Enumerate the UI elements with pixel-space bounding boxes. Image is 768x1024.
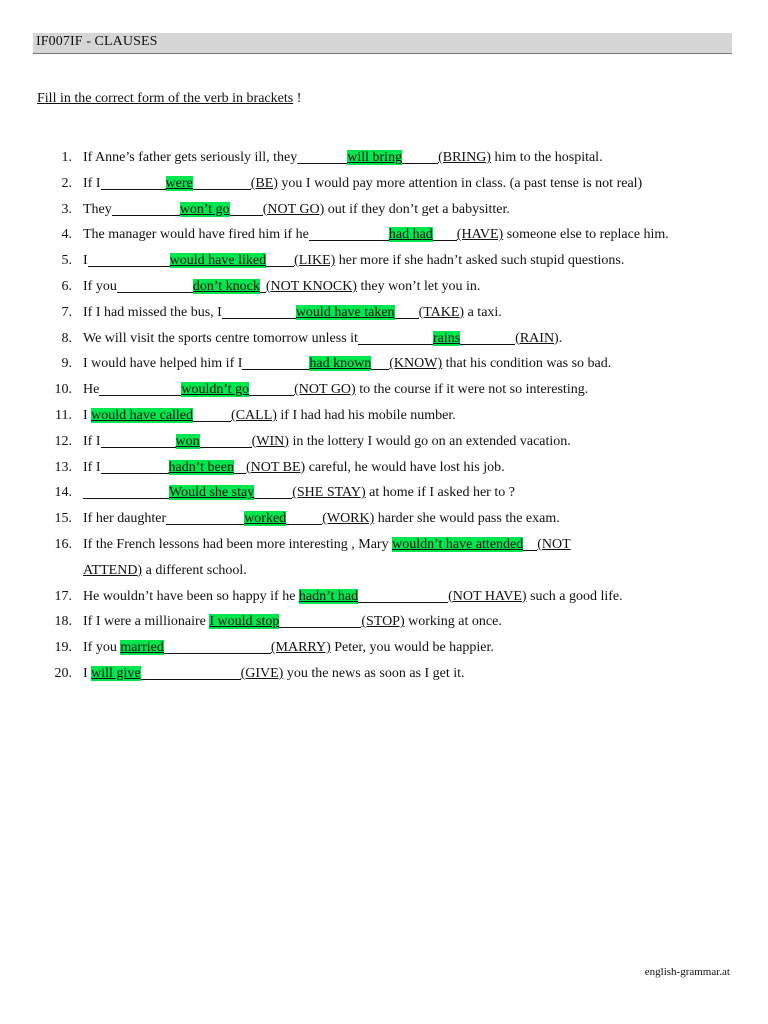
item-sentence bbox=[83, 609, 502, 635]
blank-line bbox=[101, 432, 176, 448]
item-number: 19. bbox=[54, 640, 72, 656]
blank-line bbox=[101, 458, 169, 474]
verb-in-brackets: (RAIN) bbox=[515, 330, 559, 346]
blank-line bbox=[193, 406, 231, 422]
exercise-item bbox=[54, 300, 744, 326]
sentence-start: If you bbox=[83, 278, 117, 294]
exercise-item bbox=[54, 403, 744, 429]
exercise-item bbox=[54, 222, 744, 248]
sentence-start: If I bbox=[83, 459, 101, 475]
answer-highlight: will bring bbox=[347, 150, 403, 165]
sentence-start: He wouldn’t have been so happy if he bbox=[83, 588, 299, 604]
item-number: 16. bbox=[54, 536, 72, 552]
exercise-item bbox=[54, 326, 744, 352]
item-sentence bbox=[83, 248, 624, 274]
item-number: 7. bbox=[61, 304, 72, 320]
sentence-end: careful, he would have lost his job. bbox=[305, 459, 505, 475]
sentence-end: you the news as soon as I get it. bbox=[283, 665, 465, 681]
sentence-start: The manager would have fired him if he bbox=[83, 227, 309, 243]
answer-highlight: rains bbox=[432, 330, 461, 346]
blank-line bbox=[193, 174, 251, 190]
blank-line bbox=[164, 638, 271, 654]
answer-highlight: wouldn’t go bbox=[181, 382, 250, 398]
sentence-start: I bbox=[83, 665, 92, 681]
sentence-end: they won’t let you in. bbox=[356, 278, 481, 294]
blank-line bbox=[222, 303, 296, 319]
exercise-item bbox=[54, 377, 744, 403]
blank-line bbox=[200, 432, 252, 448]
blank-line bbox=[395, 303, 419, 319]
verb-in-brackets: ATTEND) bbox=[83, 562, 143, 578]
blank-line bbox=[266, 251, 294, 267]
item-sentence bbox=[83, 532, 571, 558]
item-number: 14. bbox=[54, 485, 72, 501]
verb-in-brackets: (BRING) bbox=[438, 150, 491, 165]
item-number: 3. bbox=[61, 201, 72, 217]
instruction bbox=[37, 91, 301, 107]
footer-source: english-grammar.at bbox=[644, 966, 730, 978]
sentence-end: to the course if it were not so interesting. bbox=[355, 382, 589, 398]
answer-highlight: were bbox=[165, 175, 193, 191]
answer-highlight: will give bbox=[91, 665, 141, 681]
verb-in-brackets: (KNOW) bbox=[389, 356, 443, 372]
blank-line bbox=[117, 277, 193, 293]
item-number: 9. bbox=[61, 356, 72, 372]
item-number: 1. bbox=[61, 150, 72, 165]
sentence-start: We will visit the sports centre tomorrow unless it bbox=[83, 330, 358, 346]
sentence-end: a different school. bbox=[142, 562, 247, 578]
verb-in-brackets: (SHE STAY) bbox=[292, 485, 366, 501]
item-sentence bbox=[83, 455, 505, 481]
answer-highlight: I would stop bbox=[209, 614, 280, 630]
blank-line bbox=[358, 329, 433, 345]
item-number: 11. bbox=[55, 407, 72, 423]
answer-highlight: wouldn’t have attended bbox=[392, 536, 524, 552]
exercise-item bbox=[54, 480, 744, 506]
item-sentence bbox=[83, 661, 465, 687]
item-number: 12. bbox=[54, 433, 72, 449]
blank-line bbox=[234, 458, 246, 474]
exercise-item bbox=[54, 506, 744, 532]
answer-highlight: married bbox=[120, 640, 164, 656]
sentence-end: someone else to replace him. bbox=[503, 227, 669, 243]
sentence-end: such a good life. bbox=[526, 588, 623, 604]
item-number: 17. bbox=[54, 588, 72, 604]
answer-highlight: won bbox=[175, 433, 200, 449]
item-number: 6. bbox=[61, 278, 72, 294]
answer-highlight: had had bbox=[388, 227, 433, 243]
blank-line bbox=[99, 380, 181, 396]
verb-in-brackets: (LIKE) bbox=[294, 253, 336, 269]
verb-in-brackets: (NOT BE) bbox=[245, 459, 306, 475]
sentence-end: you I would pay more attention in class. (a past tense is not real) bbox=[277, 175, 643, 191]
sentence-end: Peter, you would be happier. bbox=[330, 640, 494, 656]
verb-in-brackets: (BE) bbox=[250, 175, 278, 191]
item-number: 4. bbox=[61, 227, 72, 243]
answer-highlight: don’t knock bbox=[192, 278, 260, 294]
blank-line bbox=[297, 148, 347, 164]
verb-in-brackets: (NOT GO) bbox=[262, 201, 325, 217]
sentence-start: If I had missed the bus, I bbox=[83, 304, 222, 320]
item-sentence bbox=[83, 171, 642, 197]
verb-in-brackets: (NOT KNOCK) bbox=[265, 278, 357, 294]
exercise-item bbox=[54, 429, 744, 455]
item-sentence bbox=[83, 480, 515, 506]
answer-highlight: would have liked bbox=[169, 253, 267, 269]
verb-in-brackets: (WIN) bbox=[251, 433, 289, 449]
exercise-item bbox=[54, 609, 744, 635]
instruction-suffix: ! bbox=[293, 91, 302, 106]
page-title: IF007IF - CLAUSES bbox=[36, 34, 158, 49]
blank-line bbox=[112, 200, 180, 216]
instruction-text: Fill in the correct form of the verb in brackets bbox=[37, 91, 294, 106]
item-number: 18. bbox=[54, 614, 72, 630]
blank-line bbox=[230, 200, 263, 216]
item-sentence bbox=[83, 403, 456, 429]
sentence-start: If I bbox=[83, 433, 101, 449]
sentence-start: If the French lessons had been more interesting , Mary bbox=[83, 536, 393, 552]
sentence-end: that his condition was so bad. bbox=[442, 356, 612, 372]
answer-highlight: would have called bbox=[91, 407, 194, 423]
verb-in-brackets: (GIVE) bbox=[240, 665, 284, 681]
blank-line bbox=[309, 225, 389, 241]
item-sentence-continued bbox=[83, 558, 247, 584]
sentence-start: I bbox=[83, 253, 88, 269]
blank-line bbox=[402, 148, 438, 164]
title-bar bbox=[33, 33, 732, 54]
verb-in-brackets: (CALL) bbox=[231, 407, 277, 423]
sentence-start: I bbox=[83, 407, 92, 423]
sentence-start: If I bbox=[83, 175, 101, 191]
sentence-end: her more if she hadn’t asked such stupid questions. bbox=[335, 253, 625, 269]
item-number: 8. bbox=[61, 330, 72, 346]
answer-highlight: worked bbox=[244, 511, 287, 527]
sentence-start: They bbox=[83, 201, 112, 217]
blank-line bbox=[141, 664, 241, 680]
item-sentence bbox=[83, 429, 571, 455]
item-sentence bbox=[83, 222, 669, 248]
sentence-start: If her daughter bbox=[83, 511, 167, 527]
exercise-item bbox=[54, 248, 744, 274]
sentence-end: at home if I asked her to ? bbox=[365, 485, 515, 501]
sentence-start: If Anne’s father gets seriously ill, they bbox=[83, 150, 298, 165]
answer-highlight: had known bbox=[309, 356, 372, 372]
item-number: 15. bbox=[54, 511, 72, 527]
blank-line bbox=[371, 354, 389, 370]
blank-line bbox=[166, 509, 244, 525]
item-sentence bbox=[83, 145, 603, 171]
verb-in-brackets: (HAVE) bbox=[456, 227, 504, 243]
sentence-end: . bbox=[558, 330, 563, 346]
sentence-end: him to the hospital. bbox=[490, 150, 603, 165]
item-sentence bbox=[83, 506, 560, 532]
answer-highlight: would have taken bbox=[295, 304, 395, 320]
verb-in-brackets: (WORK) bbox=[322, 511, 375, 527]
answer-highlight: Would she stay bbox=[169, 485, 255, 501]
answer-highlight: won’t go bbox=[179, 201, 230, 217]
blank-line bbox=[358, 587, 448, 603]
verb-in-brackets: (NOT GO) bbox=[294, 382, 356, 398]
item-sentence bbox=[83, 377, 588, 403]
exercise-item bbox=[54, 661, 744, 687]
exercise-item bbox=[54, 197, 744, 223]
sentence-start: If I were a millionaire bbox=[83, 614, 210, 630]
blank-line bbox=[249, 380, 294, 396]
sentence-end: harder she would pass the exam. bbox=[374, 511, 560, 527]
blank-line bbox=[523, 535, 537, 551]
item-sentence bbox=[83, 635, 494, 661]
blank-line bbox=[279, 612, 361, 628]
verb-in-brackets: (TAKE) bbox=[418, 304, 465, 320]
blank-line bbox=[242, 354, 309, 370]
blank-line bbox=[83, 483, 169, 499]
item-sentence bbox=[83, 300, 502, 326]
verb-in-brackets: (MARRY) bbox=[270, 640, 331, 656]
exercise-item bbox=[54, 274, 744, 300]
exercise-item bbox=[54, 532, 744, 584]
blank-line bbox=[101, 174, 166, 190]
sentence-start: He bbox=[83, 382, 100, 398]
sentence-end: out if they don’t get a babysitter. bbox=[324, 201, 510, 217]
item-sentence bbox=[83, 584, 623, 610]
sentence-end: working at once. bbox=[404, 614, 502, 630]
exercise-item bbox=[54, 584, 744, 610]
verb-in-brackets: (NOT HAVE) bbox=[448, 588, 527, 604]
item-number: 20. bbox=[54, 665, 72, 681]
verb-in-brackets: (NOT bbox=[537, 536, 571, 552]
exercise-item bbox=[54, 145, 744, 171]
item-number: 13. bbox=[54, 459, 72, 475]
exercise-item bbox=[54, 351, 744, 377]
sentence-end: in the lottery I would go on an extended vacation. bbox=[288, 433, 571, 449]
blank-line bbox=[286, 509, 322, 525]
item-number: 2. bbox=[61, 175, 72, 191]
exercise-item bbox=[54, 171, 744, 197]
sentence-start: I would have helped him if I bbox=[83, 356, 243, 372]
answer-highlight: hadn’t been bbox=[168, 459, 234, 475]
blank-line bbox=[88, 251, 170, 267]
blank-line bbox=[254, 483, 292, 499]
sentence-end: a taxi. bbox=[464, 304, 502, 320]
blank-line bbox=[460, 329, 515, 345]
answer-highlight: hadn’t had bbox=[298, 588, 359, 604]
exercise-item bbox=[54, 455, 744, 481]
verb-in-brackets: (STOP) bbox=[361, 614, 405, 630]
item-sentence bbox=[83, 197, 510, 223]
item-number: 5. bbox=[61, 253, 72, 269]
item-number: 10. bbox=[54, 382, 72, 398]
item-sentence bbox=[83, 351, 611, 377]
exercise-list bbox=[54, 145, 744, 687]
item-sentence bbox=[83, 274, 480, 300]
exercise-item bbox=[54, 635, 744, 661]
sentence-start: If you bbox=[83, 640, 121, 656]
item-sentence bbox=[83, 326, 562, 352]
sentence-end: if I had had his mobile number. bbox=[276, 407, 456, 423]
blank-line bbox=[433, 225, 457, 241]
